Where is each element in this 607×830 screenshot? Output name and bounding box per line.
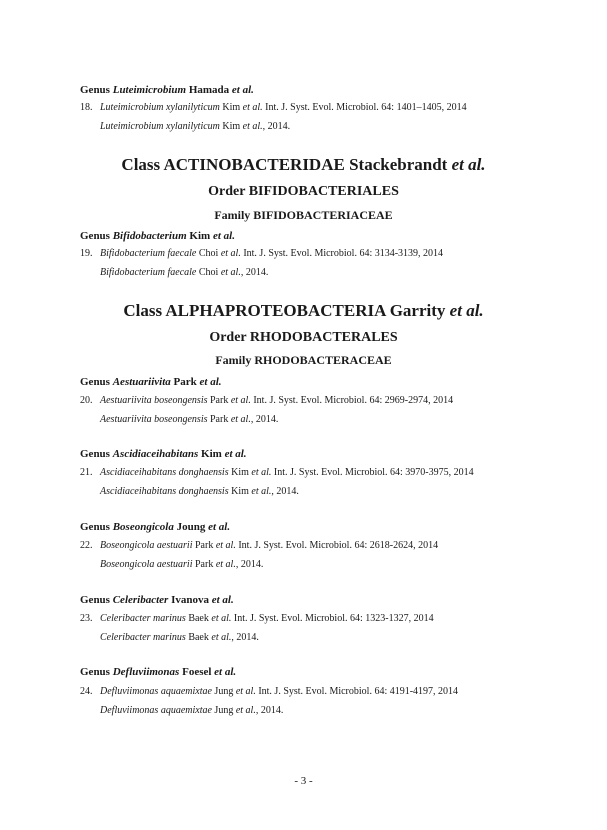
citation-etal: et al. — [211, 632, 232, 643]
genus-authors: Ivanova — [171, 594, 209, 606]
species-entry — [80, 247, 443, 279]
species-author: Park — [210, 395, 229, 406]
species-name: Boseongicola aestuarii — [100, 540, 193, 551]
species-etal: et al. — [251, 467, 272, 478]
citation-line — [80, 120, 467, 133]
entry-number: 23. — [80, 613, 93, 624]
genus-etal: et al. — [199, 376, 222, 388]
journal-reference: Int. J. Syst. Evol. Microbiol. 64: 2969-2974, 2014 — [253, 395, 454, 406]
citation-author: Kim — [231, 486, 249, 497]
genus-etal: et al. — [212, 230, 235, 242]
citation-year: , 2014. — [240, 267, 269, 278]
genus-authors: Joung — [176, 521, 206, 533]
genus-name: Celeribacter — [112, 594, 169, 606]
citation-species: Aestuariivita boseongensis — [100, 414, 208, 425]
citation-species: Defluviimonas aquaemixtae — [100, 705, 212, 716]
class-label: Class ALPHAPROTEOBACTERIA Garrity — [123, 301, 446, 320]
journal-reference: Int. J. Syst. Evol. Microbiol. 64: 3970-3975, 2014 — [273, 467, 474, 478]
entry-number: 18. — [80, 102, 93, 113]
genus-label: Genus — [80, 376, 110, 388]
citation-author: Choi — [198, 267, 219, 278]
species-name: Aestuariivita boseongensis — [100, 395, 208, 406]
species-author: Jung — [214, 686, 234, 697]
citation-etal: et al. — [230, 414, 251, 425]
citation-author: Jung — [214, 705, 234, 716]
genus-label: Genus — [80, 230, 110, 242]
entry-number: 21. — [80, 467, 93, 478]
genus-heading — [80, 594, 234, 606]
citation-year: , 2014. — [235, 559, 264, 570]
genus-etal: et al. — [211, 594, 234, 606]
species-etal: et al. — [215, 540, 236, 551]
citation-species: Boseongicola aestuarii — [100, 559, 193, 570]
family-heading: Family RHODOBACTERACEAE — [215, 353, 392, 367]
citation-species: Bifidobacterium faecale — [100, 267, 197, 278]
order-heading: Order BIFIDOBACTERIALES — [208, 184, 399, 199]
citation-etal: et al. — [235, 705, 256, 716]
journal-reference: Int. J. Syst. Evol. Microbiol. 64: 3134-3139, 2014 — [243, 248, 444, 259]
citation-species: Celeribacter marinus — [100, 632, 186, 643]
genus-name: Luteimicrobium — [112, 84, 187, 96]
family-heading: Family BIFIDOBACTERIACEAE — [214, 208, 393, 222]
genus-etal: et al. — [214, 666, 237, 678]
entry-number: 20. — [80, 395, 93, 406]
species-entry — [80, 539, 438, 571]
species-entry — [80, 612, 434, 644]
journal-reference: Int. J. Syst. Evol. Microbiol. 64: 1323-1327, 2014 — [233, 613, 434, 624]
species-entry — [80, 394, 453, 426]
genus-etal: et al. — [231, 84, 254, 96]
entry-number: 22. — [80, 540, 93, 551]
genus-label: Genus — [80, 84, 110, 96]
species-entry — [80, 685, 458, 717]
genus-authors: Hamada — [188, 84, 230, 96]
citation-line — [80, 704, 458, 717]
species-etal: et al. — [242, 102, 263, 113]
species-author: Baek — [188, 613, 209, 624]
genus-name: Defluviimonas — [112, 666, 180, 678]
genus-authors: Kim — [189, 230, 211, 242]
citation-author: Kim — [222, 121, 241, 132]
citation-line — [80, 266, 443, 279]
species-name: Bifidobacterium faecale — [100, 248, 197, 259]
genus-name: Boseongicola — [112, 521, 174, 533]
journal-reference: Int. J. Syst. Evol. Microbiol. 64: 2618-2624, 2014 — [238, 540, 439, 551]
species-name: Luteimicrobium xylanilyticum — [100, 102, 220, 113]
genus-authors: Foesel — [182, 666, 212, 678]
genus-name: Aestuariivita — [112, 376, 171, 388]
genus-name: Bifidobacterium — [112, 230, 187, 242]
journal-reference: Int. J. Syst. Evol. Microbiol. 64: 4191-4197, 2014 — [258, 686, 459, 697]
citation-line — [80, 558, 438, 571]
citation-author: Park — [210, 414, 229, 425]
genus-authors: Park — [173, 376, 197, 388]
citation-species: Ascidiaceihabitans donghaensis — [100, 486, 229, 497]
citation-author: Baek — [188, 632, 209, 643]
genus-label: Genus — [80, 666, 110, 678]
genus-authors: Kim — [201, 448, 222, 460]
species-author: Kim — [222, 102, 241, 113]
genus-heading — [80, 376, 222, 388]
genus-heading — [80, 84, 254, 96]
species-author: Choi — [198, 248, 219, 259]
species-author: Park — [195, 540, 214, 551]
citation-year: , 2014. — [255, 705, 284, 716]
citation-line — [80, 485, 474, 498]
genus-name: Ascidiaceihabitans — [112, 448, 199, 460]
class-etal: et al. — [451, 155, 486, 174]
page-number: - 3 - — [294, 775, 313, 787]
citation-year: , 2014. — [231, 632, 259, 643]
species-author: Kim — [231, 467, 249, 478]
species-name: Celeribacter marinus — [100, 613, 186, 624]
genus-heading — [80, 666, 236, 678]
entry-number: 24. — [80, 686, 93, 697]
genus-etal: et al. — [224, 448, 247, 460]
journal-reference: Int. J. Syst. Evol. Microbiol. 64: 1401–1405, 2014 — [265, 102, 467, 113]
citation-etal: et al. — [242, 121, 263, 132]
citation-year: , 2014. — [271, 486, 299, 497]
species-etal: et al. — [220, 248, 241, 259]
genus-heading — [80, 448, 247, 460]
citation-year: , 2014. — [262, 121, 291, 132]
order-heading: Order RHODOBACTERALES — [209, 330, 398, 345]
species-entry — [80, 466, 474, 498]
genus-etal: et al. — [208, 521, 231, 533]
citation-line — [80, 631, 434, 644]
class-heading — [0, 155, 607, 175]
citation-species: Luteimicrobium xylanilyticum — [100, 121, 220, 132]
genus-label: Genus — [80, 521, 110, 533]
species-name: Ascidiaceihabitans donghaensis — [100, 467, 229, 478]
genus-label: Genus — [80, 448, 110, 460]
genus-heading — [80, 521, 230, 533]
citation-year: , 2014. — [250, 414, 279, 425]
citation-author: Park — [195, 559, 214, 570]
citation-etal: et al. — [215, 559, 236, 570]
species-etal: et al. — [235, 686, 256, 697]
genus-label: Genus — [80, 594, 110, 606]
citation-etal: et al. — [251, 486, 272, 497]
citation-etal: et al. — [220, 267, 241, 278]
class-etal: et al. — [449, 301, 484, 320]
species-name: Defluviimonas aquaemixtae — [100, 686, 212, 697]
species-etal: et al. — [230, 395, 251, 406]
class-heading — [0, 301, 607, 321]
species-entry — [80, 101, 467, 133]
citation-line — [80, 413, 453, 426]
class-label: Class ACTINOBACTERIDAE Stackebrandt — [121, 155, 448, 174]
genus-heading — [80, 230, 235, 242]
entry-number: 19. — [80, 248, 93, 259]
species-etal: et al. — [211, 613, 232, 624]
